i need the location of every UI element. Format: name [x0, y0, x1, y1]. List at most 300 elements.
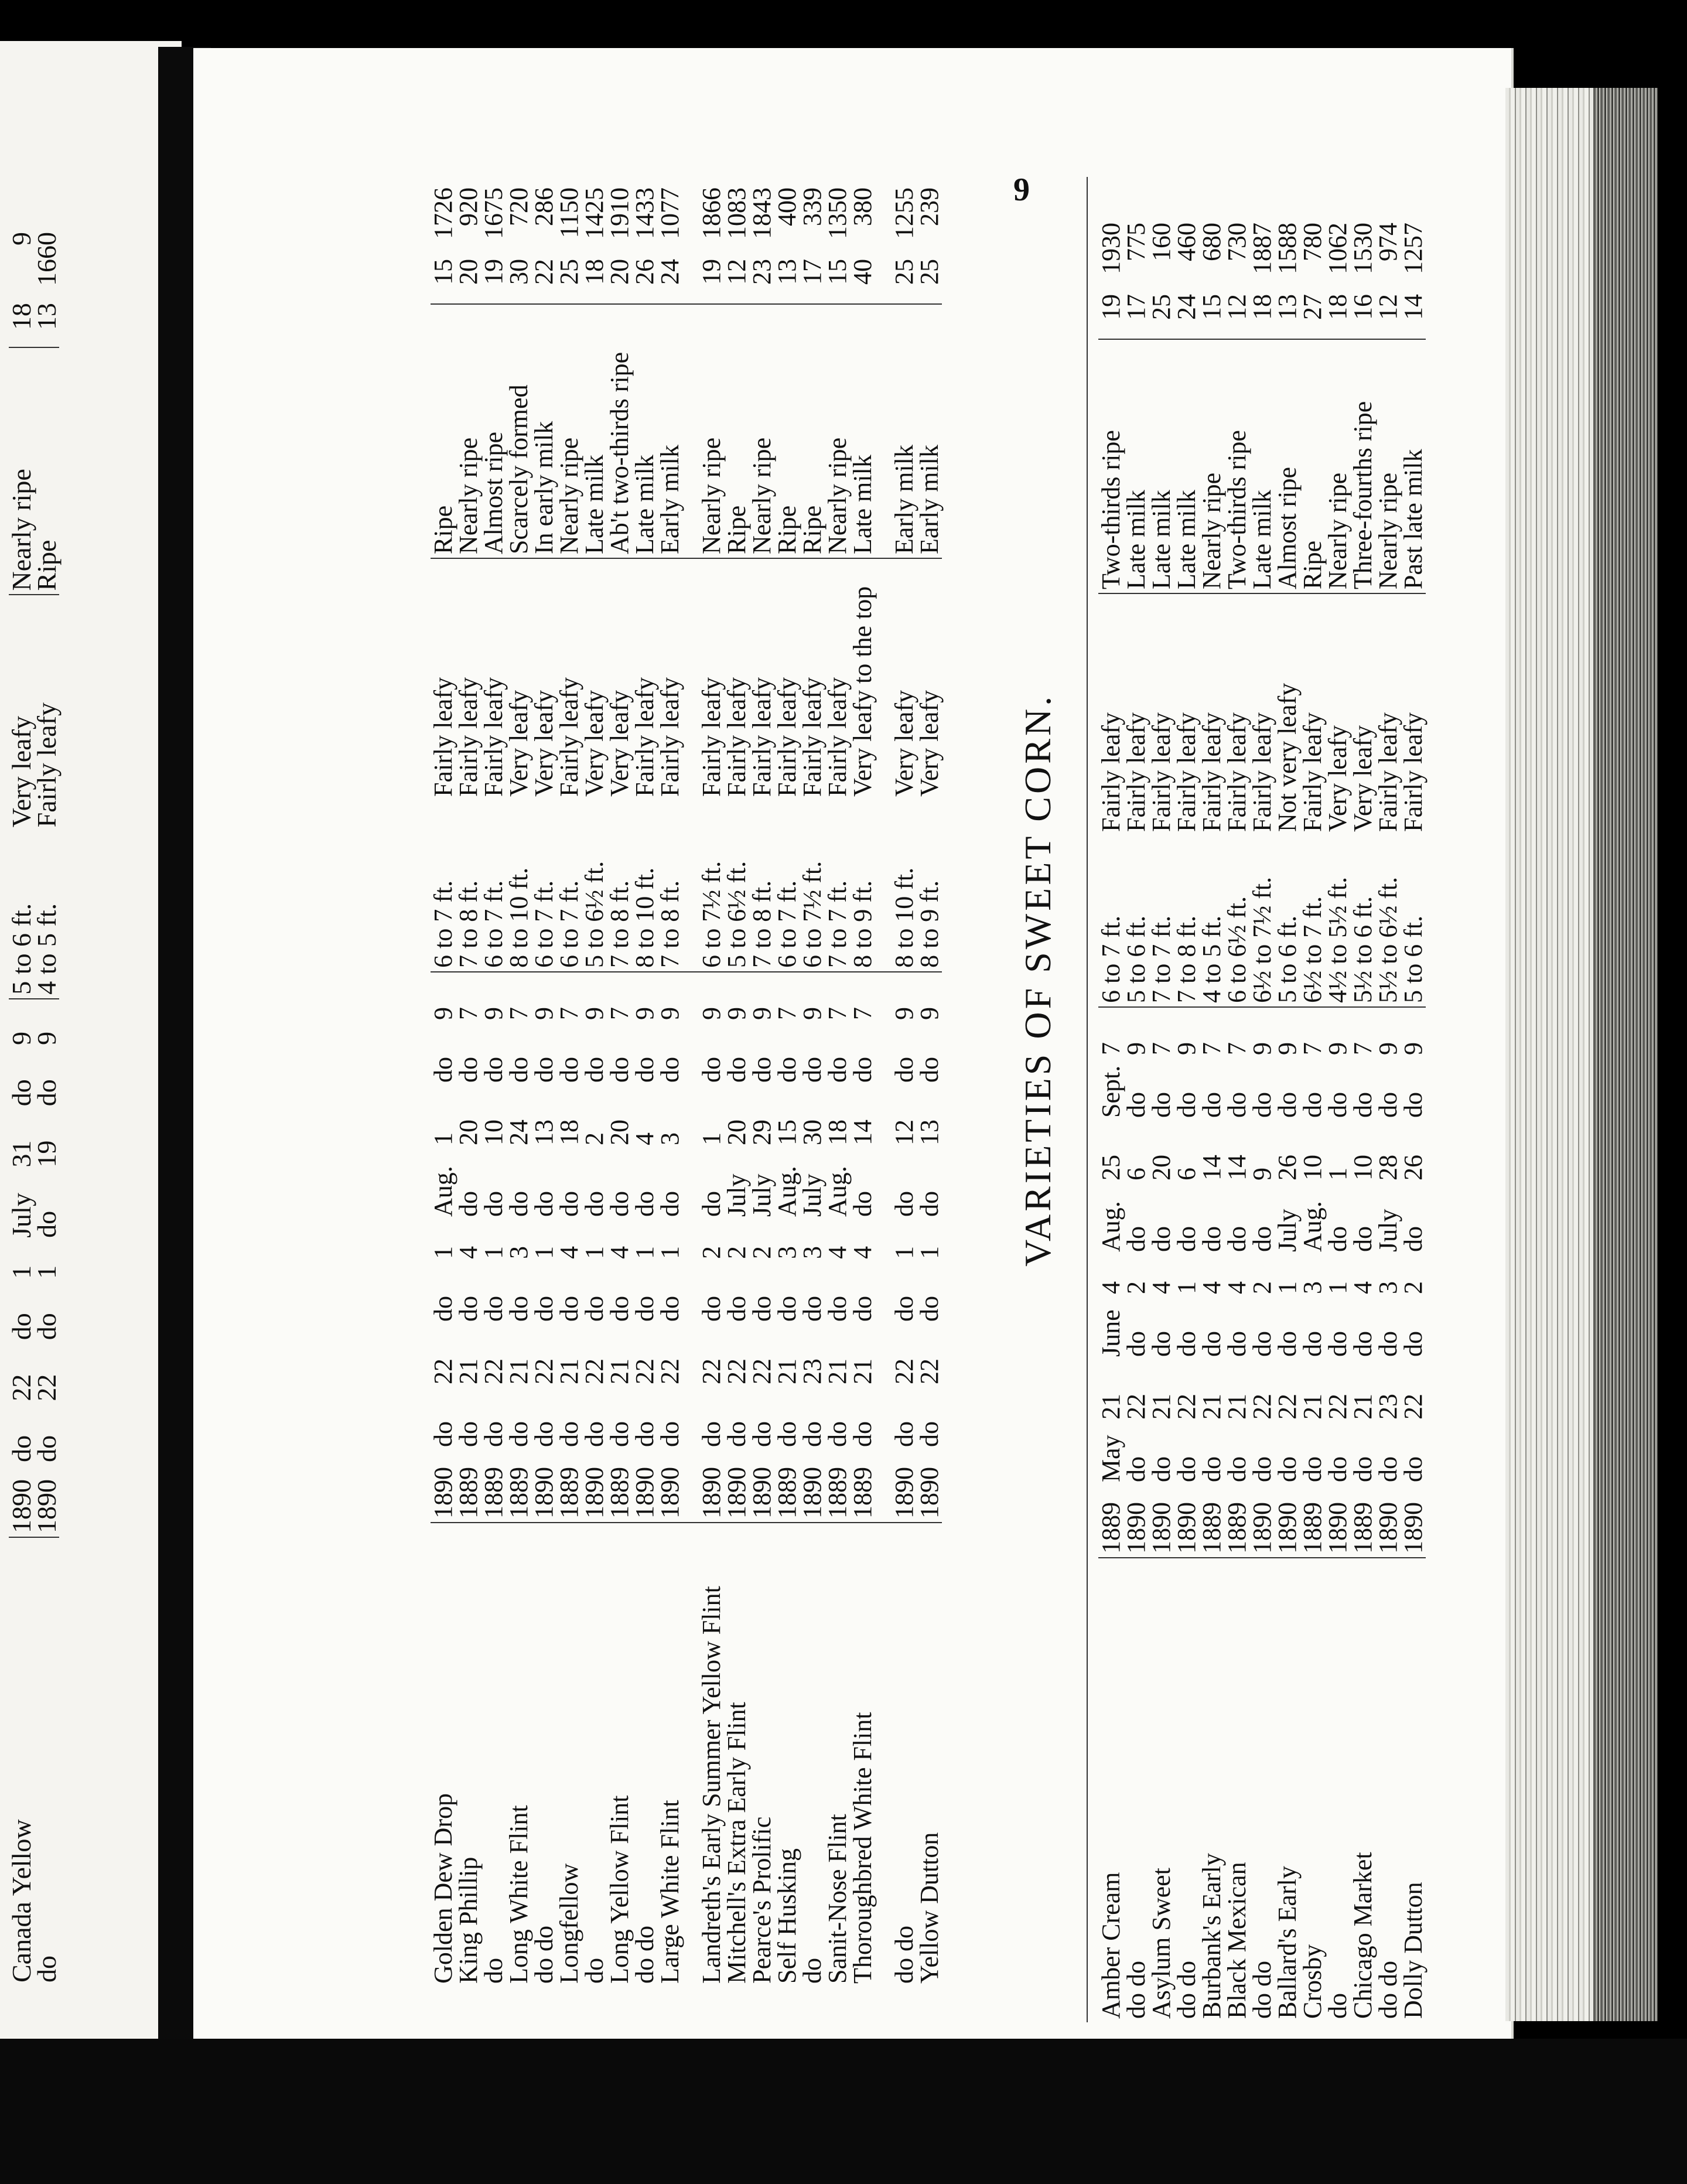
cell-hd: 4: [1147, 1281, 1176, 1294]
cell-height: 5 to 6 ft.: [9, 831, 34, 998]
cell-dd: 9: [890, 1007, 918, 1020]
cell-hm: do: [798, 1296, 827, 1322]
cell-pd: 21: [823, 1359, 852, 1384]
cell-pd: 21: [1097, 1394, 1125, 1419]
cell-dd: 9: [1374, 1042, 1402, 1055]
table-row: [431, 184, 456, 1987]
cell-year: 1890: [1401, 1486, 1426, 1558]
cell-height: 6 to 7 ft.: [774, 800, 800, 972]
cell-variety: do: [798, 1958, 827, 1984]
cell-pd: 21: [1222, 1394, 1251, 1419]
cell-dm: do: [6, 1079, 36, 1107]
cell-dm: do: [1248, 1092, 1276, 1118]
cell-dd: 7: [848, 1007, 877, 1020]
cell-yield: 1530: [1348, 223, 1377, 274]
cell-year: 1890: [632, 1451, 657, 1523]
cell-hd: 1: [429, 1246, 457, 1259]
cell-yield: 775: [1122, 223, 1150, 261]
cell-yield: 1726: [429, 187, 457, 239]
cell-pm: do: [747, 1421, 776, 1447]
cell-year: 1889: [481, 1451, 506, 1523]
cell-cd: 12: [890, 1120, 918, 1145]
table-row: [1325, 219, 1350, 2022]
cell-dd: 9: [747, 1007, 776, 1020]
left-page-table-fragment: [6, 228, 79, 1986]
table-row: [1123, 219, 1149, 2022]
cell-variety: Thoroughbred White Flint: [848, 1712, 877, 1984]
cell-yield: 780: [1298, 223, 1327, 261]
table-row: [875, 184, 917, 1987]
table-row: [774, 184, 800, 1987]
cell-ears: 20: [607, 255, 632, 304]
cell-state: Past late milk: [1401, 339, 1426, 593]
cell-dd: 9: [697, 1007, 726, 1020]
cell-leafiness: Very leafy to the top: [848, 586, 877, 797]
cell-leafiness: Very leafy: [530, 690, 558, 797]
cell-height: 8 to 10 ft.: [632, 800, 657, 972]
cell-ears: 13: [774, 255, 800, 304]
cell-height: 4 to 5 ft.: [1199, 835, 1224, 1007]
cell-year: 1890: [749, 1451, 774, 1523]
cell-pd: 22: [1248, 1394, 1276, 1419]
table-row: [917, 184, 942, 1987]
cell-cd: 1: [429, 1132, 457, 1145]
left-page: [0, 41, 182, 2045]
cell-cd: 18: [823, 1120, 852, 1145]
cell-pm: do: [697, 1421, 726, 1447]
cell-pd: 22: [32, 1374, 62, 1401]
cell-pm: do: [1323, 1456, 1352, 1482]
cell-yield: 1843: [747, 187, 776, 239]
cell-year: 1889: [825, 1451, 850, 1523]
cell-leafiness: Very leafy: [504, 690, 533, 797]
cell-pm: do: [580, 1421, 609, 1447]
cell-hd: 3: [1374, 1281, 1402, 1294]
cell-yield: 680: [1197, 223, 1226, 261]
cell-hm: do: [605, 1296, 634, 1322]
cell-dm: do: [1323, 1092, 1352, 1118]
cell-leafiness: Fairly leafy: [1222, 712, 1251, 832]
cell-dd: 9: [915, 1007, 944, 1020]
cell-pd: 22: [722, 1359, 751, 1384]
cell-yield: 1257: [1399, 223, 1428, 274]
cell-leafiness: Fairly leafy: [1122, 712, 1150, 832]
cell-leafiness: Very leafy: [1348, 725, 1377, 832]
table-row: [1350, 219, 1375, 2022]
cell-pm: do: [504, 1421, 533, 1447]
cell-cm: do: [1197, 1226, 1226, 1252]
cell-dd: 9: [530, 1007, 558, 1020]
cell-variety: do do: [890, 1926, 918, 1984]
cell-hm: do: [747, 1296, 776, 1322]
cell-variety: Self Husking: [773, 1848, 801, 1984]
cell-ears: 18: [1249, 291, 1275, 339]
cell-height: 6 to 7½ ft.: [800, 800, 825, 972]
cell-cd: 10: [1298, 1155, 1327, 1180]
cell-hd: 4: [555, 1246, 583, 1259]
cell-ears: 13: [34, 299, 59, 347]
cell-dm: do: [1348, 1092, 1377, 1118]
cell-variety: do do: [530, 1926, 558, 1984]
cell-pd: 21: [848, 1359, 877, 1384]
cell-ears: 17: [800, 255, 825, 304]
table-row: [1149, 219, 1174, 2022]
cell-leafiness: Fairly leafy: [454, 677, 483, 797]
cell-dm: do: [655, 1057, 684, 1083]
cell-leafiness: Very leafy: [580, 690, 609, 797]
cell-dm: do: [1172, 1092, 1201, 1118]
table-row: [9, 228, 34, 1986]
cell-state: Ripe: [774, 304, 800, 558]
cell-year: 1889: [774, 1451, 800, 1523]
cell-state: Two-thirds ripe: [1224, 339, 1249, 593]
cell-state: Nearly ripe: [825, 304, 850, 558]
cell-height: 4 to 5 ft.: [34, 831, 59, 998]
cell-hm: do: [823, 1296, 852, 1322]
cell-dm: do: [798, 1057, 827, 1083]
cell-variety: do do: [630, 1926, 659, 1984]
cell-hm: do: [1122, 1331, 1150, 1357]
cell-hd: 1: [915, 1246, 944, 1259]
cell-ears: 18: [1325, 291, 1350, 339]
cell-dm: do: [1374, 1092, 1402, 1118]
cell-dd: 7: [1097, 1042, 1125, 1055]
cell-hd: 1: [479, 1246, 508, 1259]
cell-cd: 3: [655, 1132, 684, 1145]
cell-variety: Long Yellow Flint: [605, 1795, 634, 1984]
cell-ears: 23: [749, 255, 774, 304]
cell-pd: 21: [1147, 1394, 1176, 1419]
cell-cm: do: [1122, 1226, 1150, 1252]
cell-pm: do: [798, 1421, 827, 1447]
cell-pm: do: [890, 1421, 918, 1447]
cell-pd: 22: [1323, 1394, 1352, 1419]
cell-variety: Burbank's Early: [1197, 1853, 1226, 2019]
cell-yield: 1077: [655, 187, 684, 239]
cell-pm: do: [1273, 1456, 1302, 1482]
cell-ears: 13: [1275, 291, 1300, 339]
cell-yield: 720: [504, 187, 533, 226]
cell-cm: do: [504, 1191, 533, 1217]
cell-cd: 14: [1222, 1155, 1251, 1180]
cell-yield: 160: [1147, 223, 1176, 261]
cell-cd: 2: [580, 1132, 609, 1145]
cell-hm: do: [32, 1313, 62, 1340]
cell-cm: July: [722, 1173, 751, 1217]
cell-variety: do do: [1374, 1961, 1402, 2019]
cell-cd: 4: [630, 1132, 659, 1145]
page-edges-dark: [1593, 88, 1658, 2021]
cell-state: Early milk: [875, 304, 917, 558]
cell-year: 1890: [9, 1466, 34, 1537]
cell-leafiness: Fairly leafy: [798, 677, 827, 797]
cell-height: 5½ to 6½ ft.: [1375, 835, 1401, 1007]
cell-variety: Amber Cream: [1097, 1872, 1125, 2019]
cell-hd: 3: [798, 1246, 827, 1259]
cell-yield: 1062: [1323, 223, 1352, 274]
cell-height: 7 to 7 ft.: [1149, 835, 1174, 1007]
cell-ears: 25: [1149, 291, 1174, 339]
cell-year: 1890: [582, 1451, 607, 1523]
cell-hm: do: [1399, 1331, 1428, 1357]
cell-pd: 22: [630, 1359, 659, 1384]
cell-state: Nearly ripe: [1199, 339, 1224, 593]
cell-dd: 7: [1147, 1042, 1176, 1055]
cell-leafiness: Fairly leafy: [1248, 712, 1276, 832]
cell-pm: do: [1399, 1456, 1428, 1482]
cell-cd: 6: [1122, 1168, 1150, 1180]
cell-year: 1889: [556, 1451, 582, 1523]
cell-leafiness: Fairly leafy: [1197, 712, 1226, 832]
cell-dd: 9: [798, 1007, 827, 1020]
cell-cm: Aug.: [823, 1166, 852, 1217]
cell-cm: do: [697, 1191, 726, 1217]
table-row: [850, 184, 875, 1987]
cell-height: 6 to 7 ft.: [431, 800, 456, 972]
cell-variety: Dolly Dutton: [1399, 1882, 1428, 2019]
cell-hm: do: [1222, 1331, 1251, 1357]
cell-state: Nearly ripe: [1325, 339, 1350, 593]
cell-hd: 3: [773, 1246, 801, 1259]
cell-dd: 7: [555, 1007, 583, 1020]
cell-variety: Canada Yellow: [6, 1819, 36, 1982]
cell-ears: 30: [506, 255, 531, 304]
cell-dm: do: [1273, 1092, 1302, 1118]
cell-variety: Black Mexican: [1222, 1862, 1251, 2019]
cell-cm: Aug.: [1097, 1201, 1125, 1252]
cell-yield: 239: [915, 187, 944, 226]
cell-cd: 14: [848, 1120, 877, 1145]
cell-state: Early milk: [917, 304, 942, 558]
cell-variety: do: [32, 1956, 62, 1982]
cell-ears: 12: [1375, 291, 1401, 339]
cell-dd: 9: [1273, 1042, 1302, 1055]
cell-variety: Pearce's Prolific: [747, 1816, 776, 1984]
cell-hd: 4: [848, 1246, 877, 1259]
cell-hm: do: [1374, 1331, 1402, 1357]
cell-leafiness: Fairly leafy: [32, 702, 62, 828]
cell-cd: 19: [32, 1140, 62, 1168]
cell-cd: 31: [6, 1140, 36, 1168]
cell-dm: do: [429, 1057, 457, 1083]
cell-pd: 21: [555, 1359, 583, 1384]
cell-dm: do: [1197, 1092, 1226, 1118]
cell-state: Almost ripe: [481, 304, 506, 558]
cell-cm: July: [6, 1193, 36, 1238]
cell-yield: 1255: [890, 187, 918, 239]
cell-leafiness: Fairly leafy: [1097, 712, 1125, 832]
cell-hd: 1: [1323, 1281, 1352, 1294]
cell-hd: 2: [1122, 1281, 1150, 1294]
cell-pd: 22: [1273, 1394, 1302, 1419]
cell-pm: do: [555, 1421, 583, 1447]
cell-variety: Ballard's Early: [1273, 1866, 1302, 2019]
cell-height: 8 to 10 ft.: [506, 800, 531, 972]
cell-dd: 7: [454, 1007, 483, 1020]
cell-state: Ripe: [34, 347, 59, 595]
cell-pm: do: [848, 1421, 877, 1447]
cell-height: 6 to 7½ ft.: [682, 800, 724, 972]
table-row: [657, 184, 682, 1987]
cell-yield: 974: [1374, 223, 1402, 261]
cell-dd: 9: [429, 1007, 457, 1020]
cell-height: 4½ to 5½ ft.: [1325, 835, 1350, 1007]
sweet-table-top-rule: [1087, 177, 1088, 2022]
cell-state: Three-fourths ripe: [1350, 339, 1375, 593]
cell-year: 1890: [531, 1451, 556, 1523]
cell-yield: 400: [773, 187, 801, 226]
cell-yield: 1083: [722, 187, 751, 239]
cell-hm: do: [1248, 1331, 1276, 1357]
table-row: [1300, 219, 1325, 2022]
cell-height: 8 to 9 ft.: [917, 800, 942, 972]
cell-leafiness: Fairly leafy: [479, 677, 508, 797]
cell-dd: 7: [1222, 1042, 1251, 1055]
cell-cd: 14: [1197, 1155, 1226, 1180]
cell-pd: 21: [1348, 1394, 1377, 1419]
cell-dm: do: [454, 1057, 483, 1083]
table-row: [481, 184, 506, 1987]
cell-dm: do: [504, 1057, 533, 1083]
cell-state: Nearly ripe: [556, 304, 582, 558]
cell-ears: 40: [850, 255, 875, 304]
cell-year: 1890: [800, 1451, 825, 1523]
cell-state: Late milk: [850, 304, 875, 558]
cell-dm: do: [580, 1057, 609, 1083]
cell-state: Late milk: [1123, 339, 1149, 593]
cell-variety: do do: [1122, 1961, 1150, 2019]
cell-dd: 7: [1197, 1042, 1226, 1055]
cell-state: Two-thirds ripe: [1098, 339, 1123, 593]
cell-variety: do do: [1248, 1961, 1276, 2019]
left-page-table: [6, 228, 62, 1986]
cell-hm: do: [630, 1296, 659, 1322]
table-row: [556, 184, 582, 1987]
cell-dd: 9: [722, 1007, 751, 1020]
cell-cd: 18: [555, 1120, 583, 1145]
cell-dd: 9: [1399, 1042, 1428, 1055]
cell-hm: do: [1197, 1331, 1226, 1357]
cell-hm: do: [722, 1296, 751, 1322]
cell-variety: Large White Flint: [655, 1800, 684, 1984]
cell-dm: do: [1399, 1092, 1428, 1118]
cell-state: Nearly ripe: [9, 347, 34, 595]
cell-ears: 20: [456, 255, 481, 304]
cell-dm: do: [1298, 1092, 1327, 1118]
cell-leafiness: Fairly leafy: [429, 677, 457, 797]
cell-cd: 26: [1399, 1155, 1428, 1180]
cell-year: 1890: [1325, 1486, 1350, 1558]
table-row: [1375, 219, 1401, 2022]
cell-leafiness: Fairly leafy: [773, 677, 801, 797]
cell-ears: 25: [556, 255, 582, 304]
cell-height: 5 to 6½ ft.: [582, 800, 607, 972]
cell-ears: 12: [724, 255, 749, 304]
cell-ears: 14: [1401, 291, 1426, 339]
cell-year: 1889: [506, 1451, 531, 1523]
cell-ears: 24: [657, 255, 682, 304]
cell-state: Almost ripe: [1275, 339, 1300, 593]
cell-ears: 27: [1300, 291, 1325, 339]
cell-hm: do: [555, 1296, 583, 1322]
cell-year: 1890: [1149, 1486, 1174, 1558]
cell-hm: do: [1172, 1331, 1201, 1357]
cell-pm: do: [1248, 1456, 1276, 1482]
cell-yield: 9: [6, 232, 36, 245]
cell-height: 5½ to 6 ft.: [1350, 835, 1375, 1007]
cell-hd: 1: [890, 1246, 918, 1259]
cell-hd: 4: [1197, 1281, 1226, 1294]
cell-pd: 22: [1172, 1394, 1201, 1419]
cell-yield: 1675: [479, 187, 508, 239]
cell-pd: 21: [1197, 1394, 1226, 1419]
cell-cd: 10: [479, 1120, 508, 1145]
cell-dd: 9: [6, 1031, 36, 1045]
cell-cm: July: [1273, 1209, 1302, 1252]
cell-year: 1890: [34, 1466, 59, 1537]
cell-yield: 1433: [630, 187, 659, 239]
cell-hm: do: [429, 1296, 457, 1322]
cell-pd: 22: [655, 1359, 684, 1384]
cell-pd: 22: [429, 1359, 457, 1384]
cell-hd: 4: [823, 1246, 852, 1259]
cell-pm: do: [530, 1421, 558, 1447]
cell-dd: 9: [1172, 1042, 1201, 1055]
cell-yield: 1930: [1097, 223, 1125, 274]
cell-height: 8 to 9 ft.: [850, 800, 875, 972]
cell-dm: do: [1122, 1092, 1150, 1118]
cell-leafiness: Fairly leafy: [1374, 712, 1402, 832]
cell-dd: 7: [1298, 1042, 1327, 1055]
cell-leafiness: Very leafy: [605, 690, 634, 797]
cell-cd: 13: [530, 1120, 558, 1145]
cell-leafiness: Fairly leafy: [697, 677, 726, 797]
cell-yield: 1350: [823, 187, 852, 239]
cell-pm: May: [1097, 1435, 1125, 1482]
cell-state: Ripe: [724, 304, 749, 558]
sweet-corn-table: [1098, 219, 1426, 2022]
cell-pm: do: [773, 1421, 801, 1447]
cell-dd: 9: [1122, 1042, 1150, 1055]
cell-height: 6 to 7 ft.: [531, 800, 556, 972]
cell-cm: Aug.: [429, 1166, 457, 1217]
cell-dd: 9: [655, 1007, 684, 1020]
cell-yield: 460: [1172, 223, 1201, 261]
cell-ears: 19: [481, 255, 506, 304]
cell-cm: July: [798, 1173, 827, 1217]
cell-leafiness: Fairly leafy: [1147, 712, 1176, 832]
cell-variety: do: [479, 1958, 508, 1984]
cell-cm: do: [890, 1191, 918, 1217]
cell-cm: do: [915, 1191, 944, 1217]
table-row: [456, 184, 481, 1987]
cell-cm: July: [747, 1173, 776, 1217]
cell-hd: 1: [6, 1265, 36, 1279]
table-row: [1275, 219, 1300, 2022]
cell-cd: 10: [1348, 1155, 1377, 1180]
cell-hm: do: [1348, 1331, 1377, 1357]
cell-hd: 1: [1172, 1281, 1201, 1294]
cell-hd: 1: [580, 1246, 609, 1259]
cell-hd: 1: [530, 1246, 558, 1259]
cell-dd: 9: [630, 1007, 659, 1020]
cell-hm: do: [655, 1296, 684, 1322]
cell-dm: do: [605, 1057, 634, 1083]
cell-height: 5 to 6 ft.: [1123, 835, 1149, 1007]
cell-hm: do: [1298, 1331, 1327, 1357]
cell-state: Late milk: [1249, 339, 1275, 593]
cell-cm: Aug.: [773, 1166, 801, 1217]
